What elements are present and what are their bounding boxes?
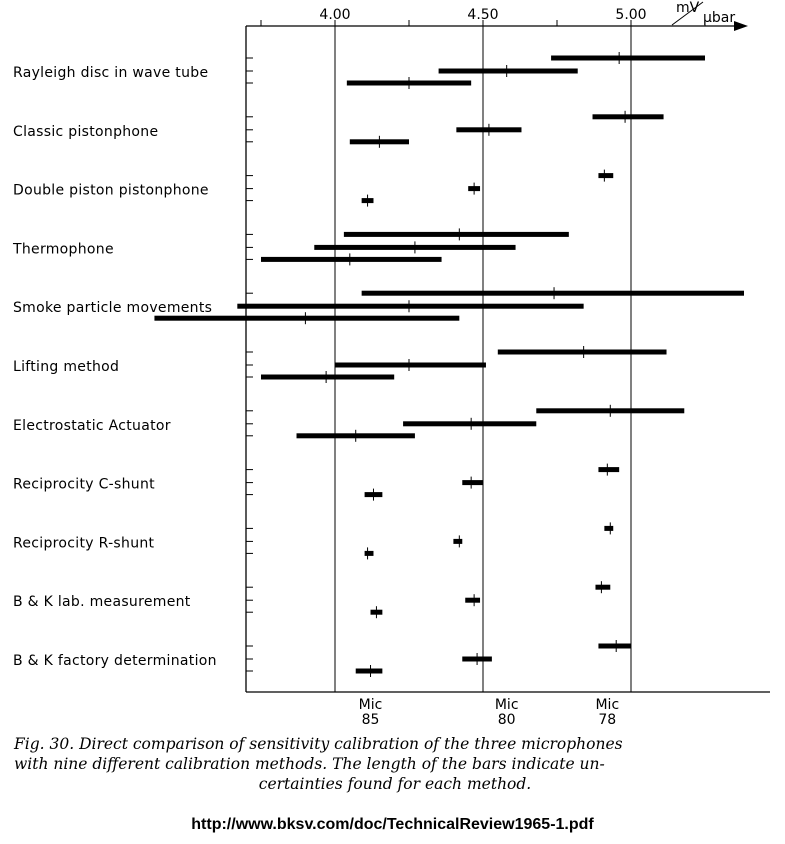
mic-label-0-number: 85 xyxy=(361,712,380,728)
bar-9-0 xyxy=(595,585,610,590)
unit-label-numerator: mV xyxy=(676,0,700,16)
bar-9-1 xyxy=(465,598,480,603)
method-group-4 xyxy=(13,287,744,324)
caption-line-3: certainties found for each method. xyxy=(258,775,532,793)
bar-0-1 xyxy=(439,69,578,74)
bar-5-2 xyxy=(261,375,394,380)
bar-2-0 xyxy=(598,173,613,178)
method-label-7: Reciprocity C-shunt xyxy=(13,476,155,493)
top-axis-arrow xyxy=(734,21,748,31)
x-tick-label-1: 4.50 xyxy=(467,7,499,23)
method-group-6 xyxy=(13,405,684,442)
bar-3-2 xyxy=(261,257,442,262)
method-group-0 xyxy=(13,52,705,89)
bar-1-0 xyxy=(593,114,664,119)
method-group-9 xyxy=(13,581,610,618)
mic-label-1-name: Mic xyxy=(494,697,519,713)
x-tick-label-2: 5.00 xyxy=(615,7,647,23)
method-label-3: Thermophone xyxy=(13,241,114,258)
method-label-10: B & K factory determination xyxy=(13,653,217,669)
method-label-4: Smoke particle movements xyxy=(13,300,213,317)
mic-label-2-name: Mic xyxy=(595,697,620,713)
bar-4-2 xyxy=(154,316,459,321)
method-group-3 xyxy=(12,228,569,265)
method-label-2: Double piston pistonphone xyxy=(13,182,209,199)
method-group-5 xyxy=(13,346,667,383)
mic-label-1-number: 80 xyxy=(497,712,516,728)
method-label-9: B & K lab. measurement xyxy=(13,594,191,611)
bar-6-1 xyxy=(403,421,536,426)
method-group-7 xyxy=(13,464,619,501)
caption-line-2: with nine different calibration methods. The length of the bars indicate un- xyxy=(14,755,605,773)
method-group-10 xyxy=(13,640,631,677)
method-label-8: Reciprocity R-shunt xyxy=(13,535,155,552)
bar-8-1 xyxy=(453,539,462,544)
method-label-0: Rayleigh disc in wave tube xyxy=(13,65,209,81)
bar-7-0 xyxy=(598,467,619,472)
bar-5-0 xyxy=(498,350,667,355)
method-label-6: Electrostatic Actuator xyxy=(13,417,171,434)
method-label-5: Lifting method xyxy=(13,359,120,375)
method-label-1: Classic pistonphone xyxy=(13,123,159,140)
x-tick-label-0: 4.00 xyxy=(319,7,351,23)
figure-caption xyxy=(14,734,776,794)
bar-8-0 xyxy=(604,526,613,531)
method-group-1 xyxy=(13,111,664,148)
bar-10-0 xyxy=(598,644,631,649)
bar-8-2 xyxy=(365,551,374,556)
bar-0-0 xyxy=(551,56,705,61)
method-group-8 xyxy=(13,522,613,559)
bar-5-1 xyxy=(335,363,486,368)
mic-label-0-name: Mic xyxy=(358,697,383,713)
bar-3-0 xyxy=(344,232,569,237)
bar-4-0 xyxy=(362,291,744,296)
method-group-2 xyxy=(13,170,613,207)
source-url: http://www.bksv.com/doc/TechnicalReview1965-1.pdf xyxy=(191,816,594,833)
bar-10-2 xyxy=(356,669,383,674)
bar-7-1 xyxy=(462,480,483,485)
mic-label-2-number: 78 xyxy=(598,712,617,728)
bar-4-1 xyxy=(237,304,583,309)
unit-label-denominator: µbar xyxy=(703,10,736,26)
caption-line-1: Fig. 30. Direct comparison of sensitivity calibration of the three microphones xyxy=(14,735,623,753)
